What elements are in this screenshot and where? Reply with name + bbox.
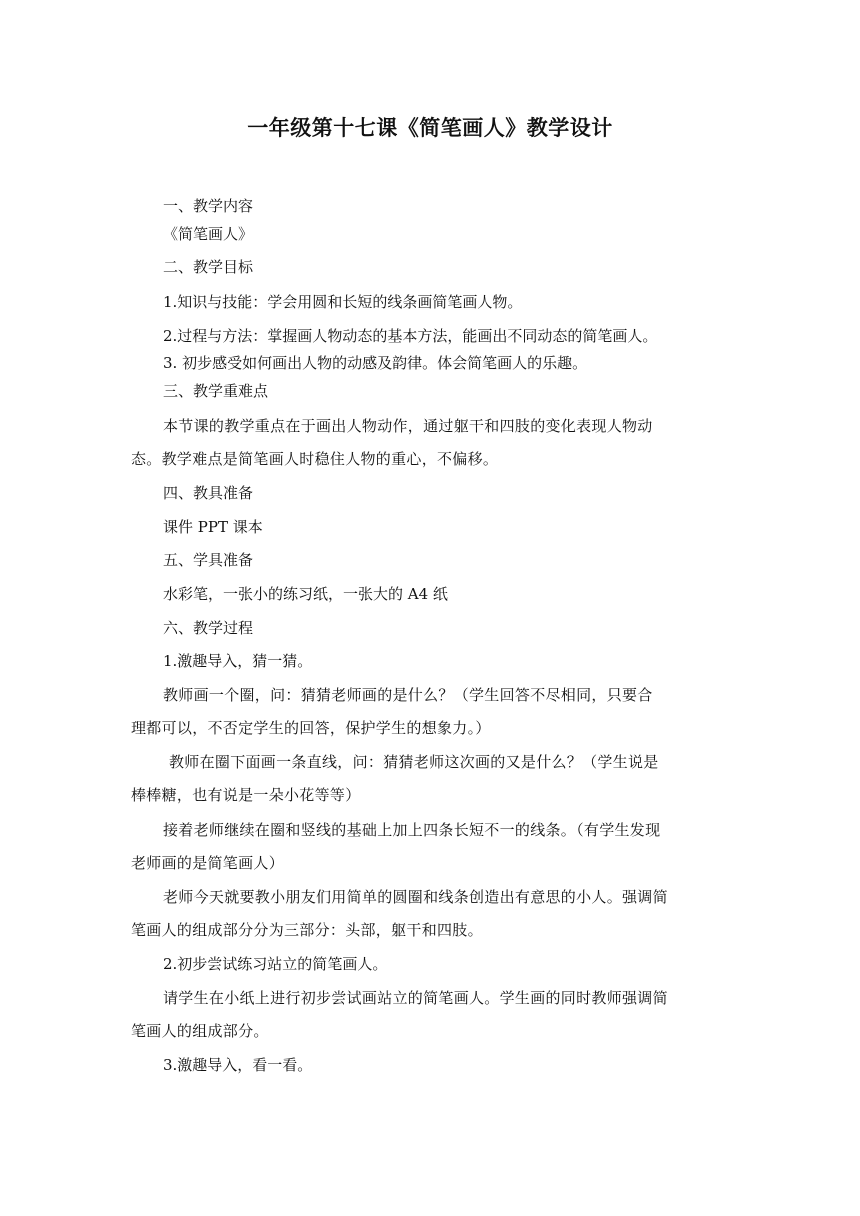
paragraph-line: 3. 初步感受如何画出人物的动感及韵律。体会简笔画人的乐趣。 [163, 354, 588, 372]
section-heading-student-materials: 五、学具准备 [163, 551, 254, 569]
paragraph-line: 接着老师继续在圈和竖线的基础上加上四条长短不一的线条。（有学生发现 [163, 821, 661, 839]
paragraph-line: 请学生在小纸上进行初步尝试画站立的简笔画人。学生画的同时教师强调简 [163, 989, 668, 1007]
document-title: 一年级第十七课《简笔画人》教学设计 [247, 116, 613, 140]
paragraph-line: 3.激趣导入，看一看。 [163, 1056, 313, 1074]
paragraph-line: 《简笔画人》 [163, 225, 254, 243]
paragraph-line: 2.过程与方法：掌握画人物动态的基本方法，能画出不同动态的简笔画人。 [163, 327, 658, 345]
paragraph-line: 2.初步尝试练习站立的简笔画人。 [163, 955, 388, 973]
paragraph-line: 笔画人的组成部分。 [131, 1022, 269, 1040]
section-heading-content: 一、教学内容 [163, 197, 254, 215]
paragraph-line: 教师画一个圈，问：猜猜老师画的是什么？（学生回答不尽相同，只要合 [163, 686, 653, 704]
section-heading-process: 六、教学过程 [163, 619, 254, 637]
paragraph-line: 课件 PPT 课本 [163, 518, 263, 536]
paragraph-line: 老师今天就要教小朋友们用简单的圆圈和线条创造出有意思的小人。强调简 [163, 888, 668, 906]
paragraph-line: 态。教学难点是简笔画人时稳住人物的重心，不偏移。 [131, 450, 499, 468]
section-heading-key-points: 三、教学重难点 [163, 382, 269, 400]
paragraph-line: 1.激趣导入，猜一猜。 [163, 652, 313, 670]
paragraph-line: 笔画人的组成部分分为三部分：头部，躯干和四肢。 [131, 921, 483, 939]
paragraph-line: 老师画的是简笔画人） [131, 854, 285, 872]
paragraph-line: 教师在圈下面画一条直线，问：猜猜老师这次画的又是什么？（学生说是 [169, 753, 659, 771]
paragraph-line: 1.知识与技能：学会用圆和长短的线条画简笔画人物。 [163, 293, 523, 311]
section-heading-goals: 二、教学目标 [163, 258, 254, 276]
paragraph-line: 本节课的教学重点在于画出人物动作，通过躯干和四肢的变化表现人物动 [163, 417, 653, 435]
paragraph-line: 理都可以，不否定学生的回答，保护学生的想象力。） [131, 719, 491, 737]
paragraph-line: 棒棒糖，也有说是一朵小花等等） [131, 786, 361, 804]
section-heading-teaching-aids: 四、教具准备 [163, 484, 254, 502]
paragraph-line: 水彩笔，一张小的练习纸，一张大的 A4 纸 [163, 585, 448, 603]
